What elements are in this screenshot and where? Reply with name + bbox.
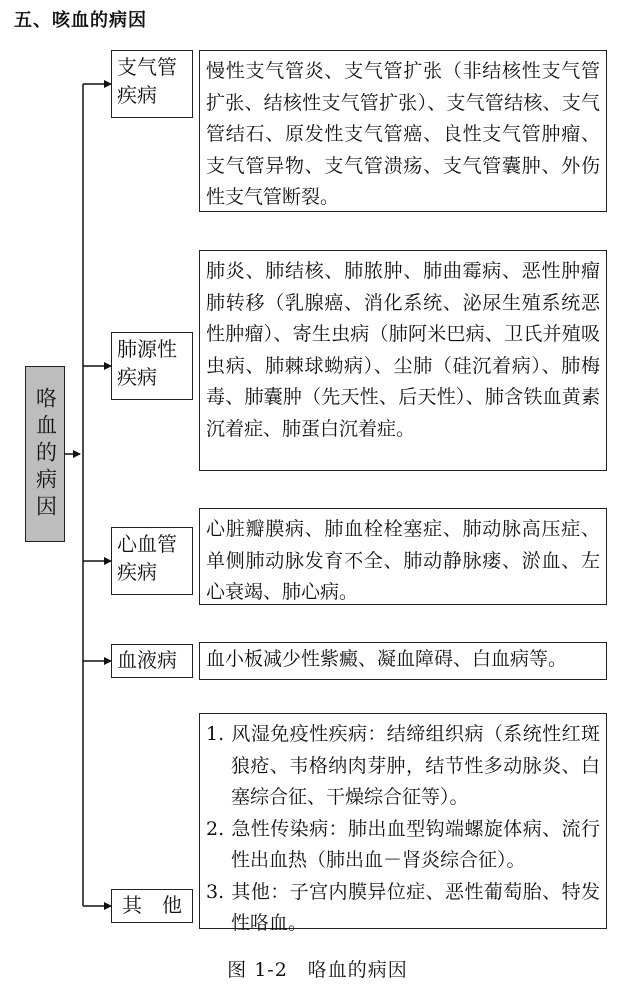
category-cardiovascular: 心血管 疾病 — [111, 527, 193, 595]
details-blood: 血小板减少性紫癜、凝血障碍、白血病等。 — [199, 642, 607, 680]
section-title: 五、咳血的病因 — [14, 10, 147, 31]
list-number: 3. — [206, 880, 225, 903]
root-node — [25, 366, 65, 542]
root-label: 咯血的病因 — [33, 386, 58, 522]
details-cardiovascular: 心脏瓣膜病、肺血栓栓塞症、肺动脉高压症、单侧肺动脉发育不全、肺动静脉瘘、淤血、左心衰竭、肺心病。 — [199, 508, 607, 605]
list-number: 2. — [206, 817, 225, 840]
category-blood: 血液病 — [111, 644, 193, 678]
list-text: 风湿免疫性疾病：结缔组织病（系统性红斑狼疮、韦格纳肉芽肿，结节性多动脉炎、白塞综合征、干燥综合征等）。 — [231, 723, 600, 808]
list-number: 1. — [206, 723, 225, 745]
list-item — [206, 719, 600, 814]
details-other — [199, 713, 607, 934]
details-pulmonary: 肺炎、肺结核、肺脓肿、肺曲霉病、恶性肿瘤肺转移（乳腺癌、消化系统、泌尿生殖系统恶性肿瘤）、寄生虫病（肺阿米巴病、卫氏并殖吸虫病、肺棘球蚴病）、尘肺（硅沉着病）、肺梅毒、肺囊肿（先天性、后天性）、肺含铁血黄素沉着症、肺蛋白沉着症。 — [199, 250, 607, 471]
list-text: 急性传染病：肺出血型钩端螺旋体病、流行性出血热（肺出血－肾炎综合征）。 — [231, 817, 600, 871]
category-bronchial: 支气管 疾病 — [111, 50, 193, 118]
figure-caption: 图 1-2 咯血的病因 — [227, 959, 408, 981]
details-bronchial: 慢性支气管炎、支气管扩张（非结核性支气管扩张、结核性支气管扩张）、支气管结核、支气管结石、原发性支气管癌、良性支气管肿瘤、支气管异物、支气管溃疡、支气管囊肿、外伤性支气管断裂。 — [199, 50, 607, 212]
list-item — [206, 877, 600, 940]
category-pulmonary: 肺源性 疾病 — [111, 332, 193, 400]
category-other: 其 他 — [111, 889, 193, 923]
list-item — [206, 814, 600, 877]
list-text: 其他：子宫内膜异位症、恶性葡萄胎、特发性咯血。 — [231, 880, 600, 934]
other-list — [206, 719, 600, 940]
